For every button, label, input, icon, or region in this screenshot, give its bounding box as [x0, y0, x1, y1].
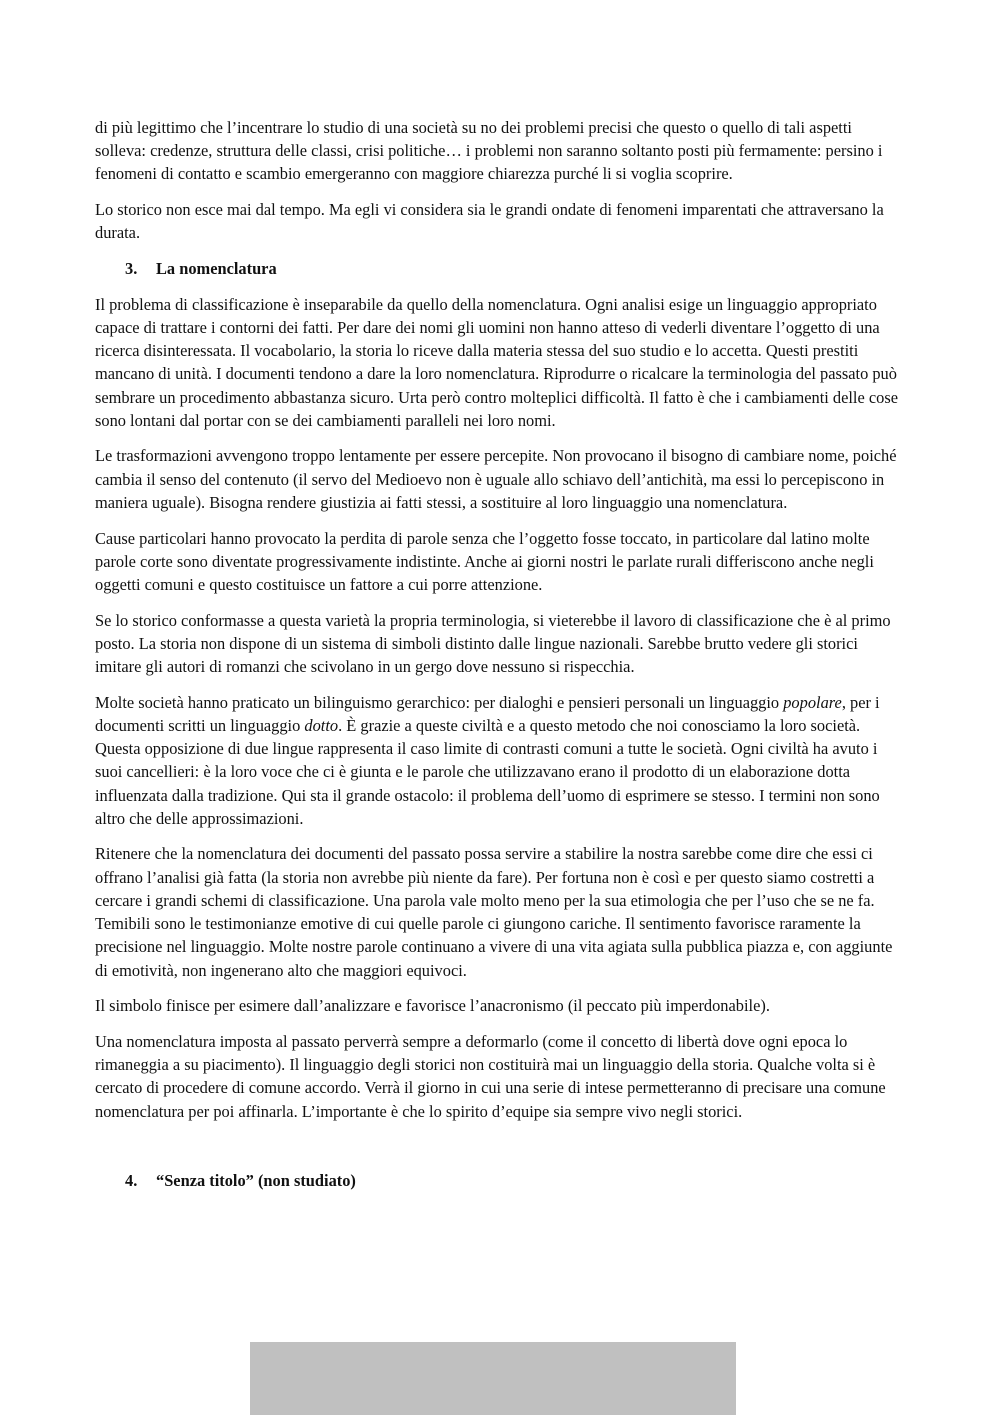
- paragraph: Se lo storico conformasse a questa varietà la propria terminologia, si vieterebbe il lavoro di classificazione che è al primo posto. La storia non dispone di un sistema di simboli distinto dalle lingue nazionali. Sarebbe brutto vedere gli storici imitare gli autori di romanzi che scivolano in un gergo dove nessuno si rispecchia.: [95, 610, 891, 677]
- paragraph: Il problema di classificazione è inseparabile da quello della nomenclatura. Ogni analisi esige un linguaggio appropriato capace di trattare i contorni dei fatti. Per dare dei nomi gli uomini non hanno atteso di vederli diventare l’oggetto di una ricerca disinteressata. Il vocabolario, la storia lo riceve dalla materia stessa del suo studio e lo accetta. Questi prestiti mancano di unità. I documenti tendono a dare la loro nomenclatura. Riprodurre o ricalcare la terminologia del passato può sembrare un procedimento abbastanza sicuro. Urta però contro molteplici difficoltà. Il fatto è che i cambiamenti delle cose sono lontani dal portar con se dei cambiamenti paralleli nei loro nomi.: [95, 294, 898, 430]
- paragraph: [95, 691, 907, 830]
- text-run: . È grazie a queste civiltà e a questo metodo che noi conosciamo la loro società. Questa opposizione di due lingue rappresenta il caso limite di contrasti comuni a tutte le società. Ogni civiltà ha avuto i suoi cancellieri: è la loro voce che ci è giunta e le parole che utilizzavano erano il prodotto di un elaborazione dotta influenzata dalla tradizione. Qui sta il grande ostacolo: il problema dell’uomo di esprimere se stesso. I termini non sono altro che delle approssimazioni.: [95, 715, 880, 828]
- paragraph: di più legittimo che l’incentrare lo studio di una società su no dei problemi precisi che questo o quello di tali aspetti solleva: credenze, struttura delle classi, crisi politiche… i problemi non saranno soltanto posti più fermamente: persino i fenomeni di contatto e scambio emergeranno con maggiore chiarezza purché li si voglia scoprire.: [95, 118, 883, 184]
- paragraph: Le trasformazioni avvengono troppo lentamente per essere percepite. Non provocano il bisogno di cambiare nome, poiché cambia il senso del contenuto (il servo del Medioevo non è uguale allo schiavo dell’antichità, ma essi lo percepiscono in maniera uguale). Bisogna rendere giustizia ai fatti stessi, a sostituire al loro linguaggio una nomenclatura.: [95, 446, 897, 512]
- italic-term: popolare: [783, 692, 842, 712]
- section-heading-3: [95, 257, 907, 280]
- section-title: “Senza titolo” (non studiato): [156, 1171, 356, 1191]
- section-number: 3.: [125, 259, 138, 279]
- section-heading-4: [95, 1169, 907, 1192]
- paragraph: Una nomenclatura imposta al passato perverrà sempre a deformarlo (come il concetto di libertà dove ogni epoca lo rimaneggia a su piacimento). Il linguaggio degli storici non costituirà mai un linguaggio della storia. Qualche volta si è cercato di procedere di comune accordo. Verrà il giorno in cui una serie di intese permetteranno di precisare una comune nomenclatura per poi affinarla. L’importante è che lo spirito d’equipe sia sempre vivo negli storici.: [95, 1031, 886, 1121]
- image-placeholder: [250, 1342, 736, 1415]
- document-page: [95, 116, 907, 1205]
- paragraph: Ritenere che la nomenclatura dei documenti del passato possa servire a stabilire la nostra sarebbe come dire che essi ci offrano l’analisi già fatta (la storia non avrebbe più niente da fare). Per fortuna non è così e per questo siamo costretti a cercare i grandi schemi di classificazione. Una parola vale molto meno per la sua etimologia che per l’uso che se ne fa. Temibili sono le testimonianze emotive di cui quelle parole ci giungono cariche. Il sentimento favorisce raramente la precisione nel linguaggio. Molte nostre parole continuano a vivere di una vita agiata sulla pubblica piazza e, con aggiunte di emotività, non ingenerano alto che maggiori equivoci.: [95, 844, 893, 980]
- text-run: , per i documenti scritti un linguaggio: [95, 692, 880, 735]
- paragraph: Lo storico non esce mai dal tempo. Ma egli vi considera sia le grandi ondate di fenomeni imparentati che attraversano la durata.: [95, 200, 884, 243]
- section-number: 4.: [125, 1171, 138, 1191]
- paragraph: Cause particolari hanno provocato la perdita di parole senza che l’oggetto fosse toccato, in particolare dal latino molte parole corte sono diventate progressivamente indistinte. Anche ai giorni nostri le parlate rurali differiscono anche negli oggetti comuni e questo costituisce un fattore a cui porre attenzione.: [95, 528, 874, 594]
- text-run: Molte società hanno praticato un bilinguismo gerarchico: per dialoghi e pensieri personali un linguaggio: [95, 692, 784, 712]
- italic-term: dotto: [304, 715, 339, 735]
- paragraph: Il simbolo finisce per esimere dall’analizzare e favorisce l’anacronismo (il peccato più imperdonabile).: [95, 996, 770, 1016]
- spacer: [95, 1135, 907, 1169]
- section-title: La nomenclatura: [156, 259, 277, 279]
